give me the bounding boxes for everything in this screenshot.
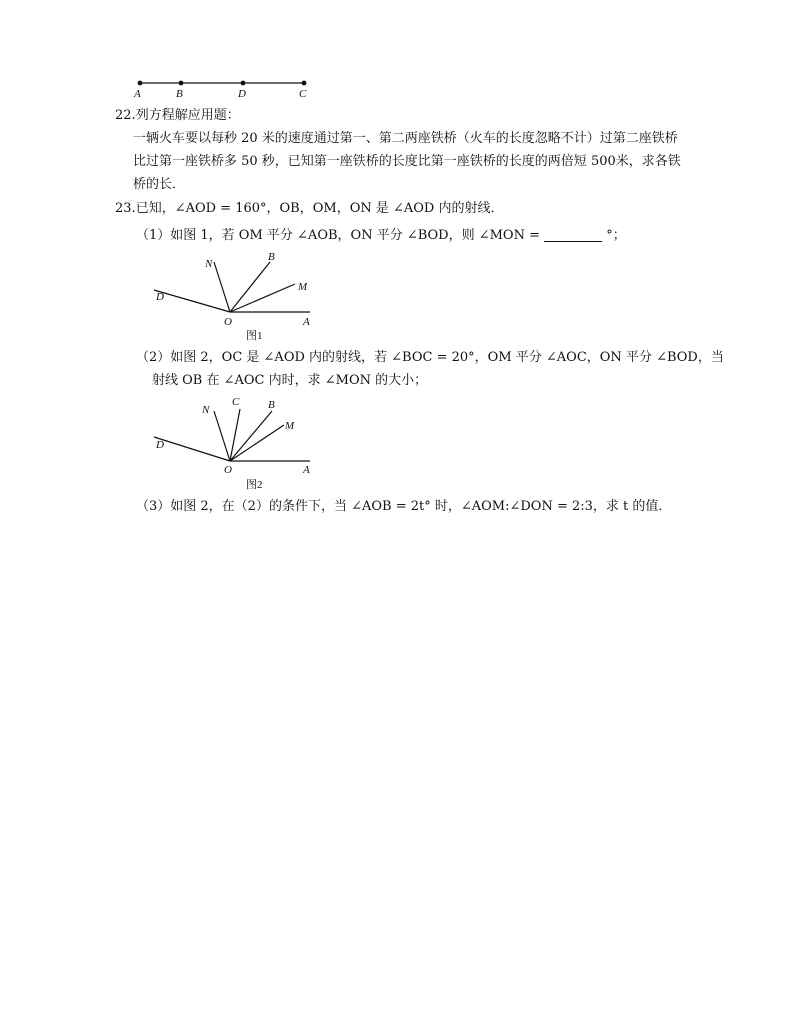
fig1-label-o: O bbox=[224, 316, 232, 328]
fig2-label-b: B bbox=[268, 399, 275, 411]
figure-2 bbox=[150, 393, 330, 493]
point-label-d: D bbox=[238, 88, 246, 100]
q22-header bbox=[115, 104, 240, 128]
q23-part-2-line-2: 射线 OB 在 ∠AOC 内时，求 ∠MON 的大小； bbox=[152, 373, 428, 388]
q22-line-3: 桥的长． bbox=[133, 177, 186, 192]
fig1-label-n: N bbox=[205, 258, 213, 270]
fig2-caption: 图2 bbox=[246, 479, 263, 491]
q23-part-1-text: （1）如图 1，若 OM 平分 ∠AOB，ON 平分 ∠BOD，则 ∠MON = bbox=[136, 228, 540, 243]
point-label-c: C bbox=[299, 88, 307, 100]
q22-line-2: 比过第一座铁桥多 50 秒，已知第一座铁桥的长度比第一座铁桥的长度的两倍短 500米，求各铁 bbox=[133, 154, 681, 169]
q23-part-1-unit: °； bbox=[606, 228, 626, 243]
point-label-b: B bbox=[176, 88, 183, 100]
answer-blank[interactable] bbox=[544, 227, 602, 242]
fig1-label-a: A bbox=[303, 316, 310, 328]
q23-part-3: （3）如图 2，在（2）的条件下，当 ∠AOB = 2t° 时，∠AOM:∠DON = 2:3，求 t 的值． bbox=[136, 499, 672, 514]
q23-number: 23. bbox=[115, 201, 136, 216]
q23-stem: 已知，∠AOD = 160°，OB，OM，ON 是 ∠AOD 内的射线． bbox=[135, 201, 504, 216]
fig1-label-b: B bbox=[268, 251, 275, 263]
fig2-label-d: D bbox=[156, 439, 164, 451]
q23-part-1 bbox=[136, 224, 626, 248]
q22-number: 22. bbox=[115, 108, 136, 123]
segment-figure bbox=[128, 76, 328, 100]
q23-part-2-line-1: （2）如图 2，OC 是 ∠AOD 内的射线，若 ∠BOC = 20°，OM 平分 ∠AOC，ON 平分 ∠BOD，当 bbox=[136, 350, 724, 365]
fig1-label-d: D bbox=[156, 291, 164, 303]
q22-line-1: 一辆火车要以每秒 20 米的速度通过第一、第二两座铁桥（火车的长度忽略不计）过第二座铁桥 bbox=[133, 131, 678, 146]
figure-1 bbox=[150, 246, 330, 344]
point-label-a: A bbox=[134, 88, 141, 100]
fig2-label-o: O bbox=[224, 464, 232, 476]
q23-header bbox=[115, 197, 504, 221]
fig1-caption: 图1 bbox=[246, 330, 263, 342]
fig2-label-a: A bbox=[303, 464, 310, 476]
fig2-label-n: N bbox=[202, 404, 210, 416]
q22-title: 列方程解应用题： bbox=[135, 108, 240, 123]
fig2-label-m: M bbox=[285, 420, 295, 432]
fig2-label-c: C bbox=[232, 396, 240, 408]
fig1-label-m: M bbox=[298, 281, 308, 293]
